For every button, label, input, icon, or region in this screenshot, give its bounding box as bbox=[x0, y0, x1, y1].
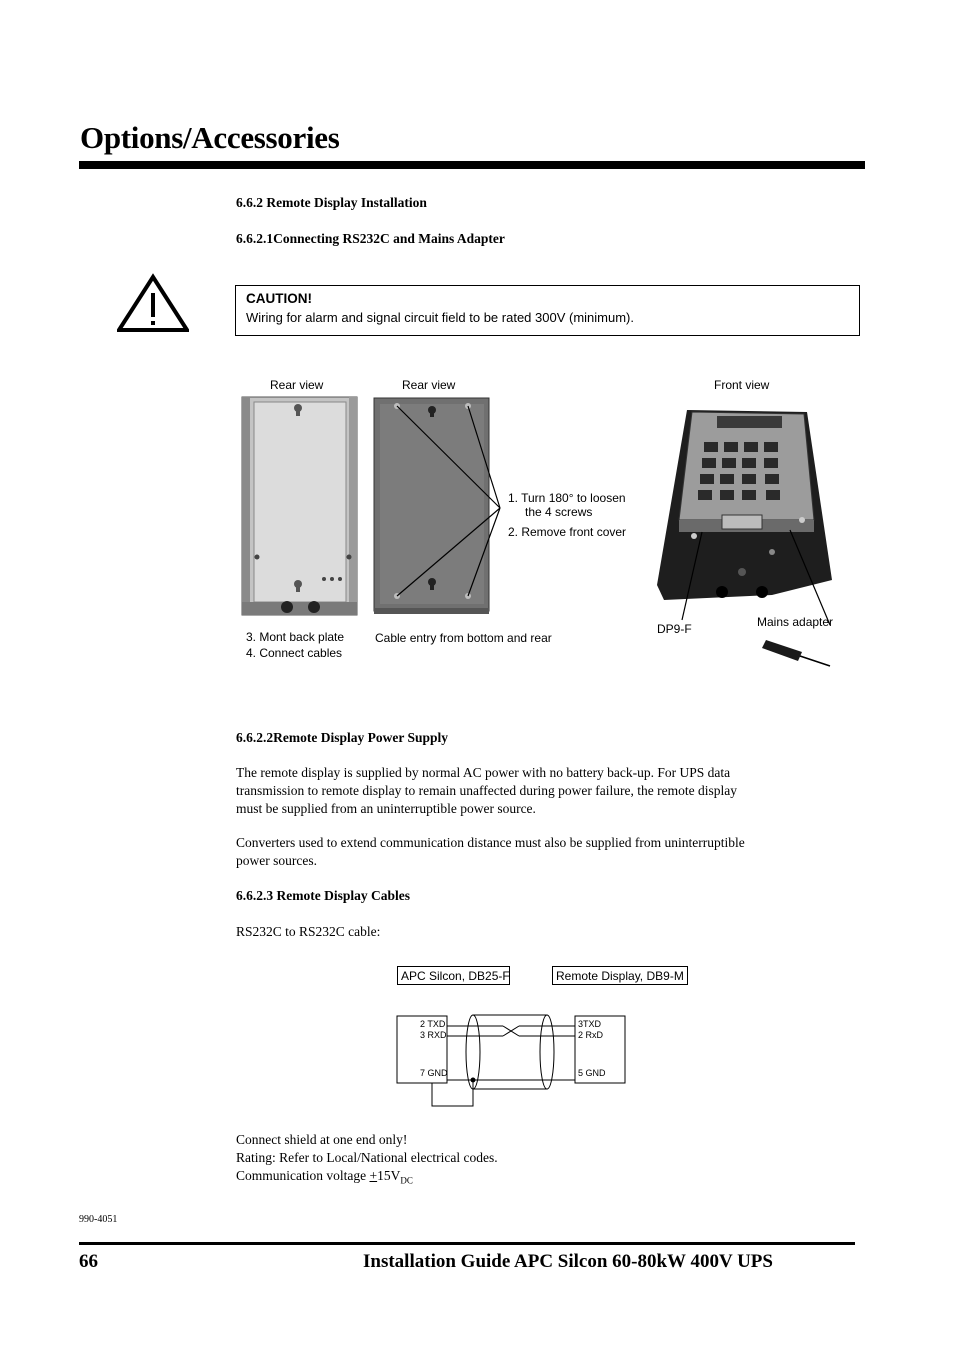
page-title: Options/Accessories bbox=[80, 120, 340, 155]
pin-left-txd: 2 TXD bbox=[420, 1019, 446, 1029]
title-rule bbox=[79, 161, 865, 169]
section-heading-6-6-2-2: 6.6.2.2Remote Display Power Supply bbox=[236, 730, 449, 745]
plus-minus-sign: + bbox=[369, 1168, 378, 1183]
guide-title: Installation Guide APC Silcon 60-80kW 400V UPS bbox=[363, 1251, 773, 1272]
caution-box bbox=[235, 285, 860, 336]
text-line: Converters used to extend communication distance must also be supplied from uninterruptible bbox=[236, 835, 745, 850]
text-line: must be supplied from an uninterruptible power source. bbox=[236, 801, 536, 816]
label-dp9f: DP9-F bbox=[657, 622, 692, 636]
label-cable-entry: Cable entry from bottom and rear bbox=[375, 631, 552, 645]
note-rating: Rating: Refer to Local/National electrical codes. bbox=[236, 1150, 498, 1165]
footer-rule bbox=[79, 1242, 855, 1245]
section-heading-6-6-2: 6.6.2 Remote Display Installation bbox=[236, 195, 427, 210]
voltage-value: 15V bbox=[377, 1168, 401, 1183]
note-shield: Connect shield at one end only! bbox=[236, 1132, 408, 1147]
pin-right-rxd: 2 RxD bbox=[578, 1030, 604, 1040]
note-voltage-prefix: Communication voltage bbox=[236, 1168, 370, 1183]
power-supply-paragraph-1 bbox=[236, 764, 876, 818]
apc-silcon-connector-label: APC Silcon, DB25-F bbox=[397, 966, 510, 985]
pin-right-gnd: 5 GND bbox=[578, 1068, 606, 1078]
installation-figure bbox=[232, 370, 852, 670]
label-step-3: 3. Mont back plate bbox=[246, 630, 345, 644]
label-step-1-line-2: the 4 screws bbox=[525, 505, 593, 519]
text-line: The remote display is supplied by normal AC power with no battery back-up. For UPS data bbox=[236, 765, 731, 780]
label-mains-adapter: Mains adapter bbox=[757, 615, 834, 629]
notes bbox=[236, 1131, 498, 1190]
caution-text: Wiring for alarm and signal circuit field to be rated 300V (minimum). bbox=[246, 310, 634, 325]
text-line: power sources. bbox=[236, 853, 317, 868]
remote-display-connector-label: Remote Display, DB9-M bbox=[552, 966, 688, 985]
label-front-view: Front view bbox=[714, 378, 770, 392]
voltage-subscript: DC bbox=[400, 1175, 413, 1186]
label-rear-view-2: Rear view bbox=[402, 378, 456, 392]
document-number: 990-4051 bbox=[79, 1214, 118, 1225]
power-supply-paragraph-2 bbox=[236, 834, 876, 870]
warning-triangle-icon bbox=[117, 273, 189, 333]
pin-right-txd: 3TXD bbox=[578, 1019, 602, 1029]
note-voltage bbox=[236, 1167, 498, 1190]
pin-left-gnd: 7 GND bbox=[420, 1068, 448, 1078]
page-number: 66 bbox=[79, 1251, 98, 1272]
section-heading-6-6-2-3: 6.6.2.3 Remote Display Cables bbox=[236, 888, 410, 903]
section-heading-6-6-2-1: 6.6.2.1Connecting RS232C and Mains Adapter bbox=[236, 231, 505, 246]
cable-intro: RS232C to RS232C cable: bbox=[236, 924, 381, 939]
label-step-2: 2. Remove front cover bbox=[508, 525, 627, 539]
pin-left-rxd: 3 RXD bbox=[420, 1030, 447, 1040]
text-line: transmission to remote display to remain unaffected during power failure, the remote display bbox=[236, 783, 737, 798]
label-step-4: 4. Connect cables bbox=[246, 646, 343, 660]
caution-title: CAUTION! bbox=[246, 291, 312, 306]
label-rear-view-1: Rear view bbox=[270, 378, 324, 392]
label-step-1-line-1: 1. Turn 180° to loosen bbox=[508, 491, 626, 505]
